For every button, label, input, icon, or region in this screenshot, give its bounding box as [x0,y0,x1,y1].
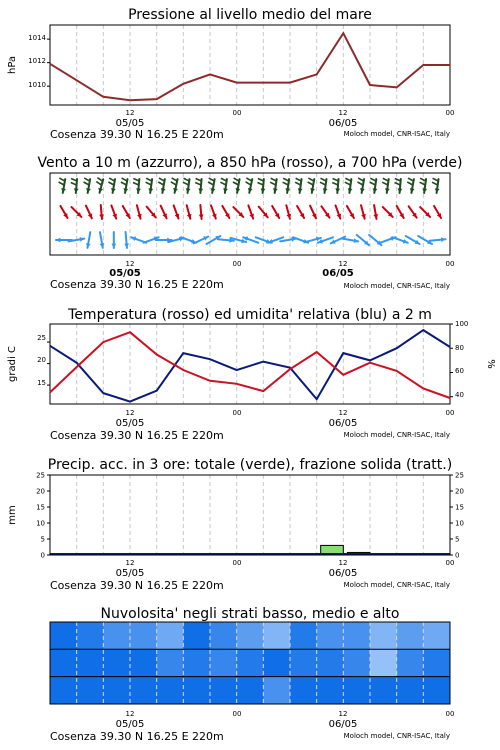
cloud-cell [130,649,157,677]
humidity-ylabel: % [485,359,496,369]
wind-700-arrow [158,178,165,193]
cloud-cell [290,677,317,705]
cloud-cell [130,677,157,705]
cloud-cell [290,649,317,677]
wind-850-arrow [297,206,304,218]
x-tick: 00 [445,559,455,567]
cloud-cell [50,677,77,705]
wind-10m-arrow [369,235,381,245]
temperature-ytick: 25 [37,334,46,342]
cloud-cell [77,622,104,650]
cloud-cell [423,649,450,677]
pressure-series [47,33,450,100]
wind-panel [37,155,462,291]
precip-ytick-right: 5 [455,535,460,544]
precip-yticks [36,472,464,560]
location-label: Cosenza 39.30 N 16.25 E 220m [50,579,224,592]
wind-700-arrow [59,178,66,193]
cloud-cell [370,622,397,650]
wind-850-arrow [361,205,366,219]
cloud-cell [263,649,290,677]
wind-700-arrow [220,178,228,193]
precip-ylabel: mm [7,505,18,525]
precip-ytick-right: 25 [455,471,464,480]
wind-700-arrow [246,178,253,193]
model-label: Moloch model, CNR-ISAC, Italy [343,282,450,290]
location-label: Cosenza 39.30 N 16.25 E 220m [50,730,224,743]
cloud-cell [237,649,264,677]
humidity-ytick: 80 [455,344,464,352]
precip-ytick-right: 20 [455,487,464,496]
pressure-line [50,33,450,100]
precip-bars [50,545,450,555]
wind-arrows [56,178,446,248]
x-date: 05/05 [115,568,145,579]
wind-700-arrow [295,178,303,193]
cloud-cell [157,649,184,677]
temperature-ylabel: gradi C [7,346,18,382]
wind-700-arrow [420,178,428,193]
precip-ytick: 5 [40,535,45,544]
x-tick: 12 [338,559,348,567]
temperature-panel [7,307,496,442]
wind-850-arrow [199,205,204,219]
precip-title: Precip. acc. in 3 ore: totale (verde), frazione solida (tratt.) [47,457,453,473]
x-tick: 00 [445,409,455,417]
wind-700-arrow [283,178,291,193]
wind-850-arrow [211,205,217,218]
x-tick: 00 [445,109,455,117]
x-tick: 12 [338,109,348,117]
wind-10m-arrow [124,232,129,248]
x-tick: 12 [125,710,135,718]
wind-700-arrow [183,178,191,193]
wind-700-arrow [146,178,154,193]
x-tick: 12 [338,260,348,268]
x-date: 05/05 [109,268,141,279]
location-label: Cosenza 39.30 N 16.25 E 220m [50,278,224,291]
location-label: Cosenza 39.30 N 16.25 E 220m [50,429,224,442]
x-tick: 00 [232,559,242,567]
temperature-series [47,324,453,402]
x-date: 06/05 [328,418,358,429]
wind-10m-arrow [111,232,116,248]
wind-700-arrow [233,178,240,193]
temperature-frame [50,324,450,404]
wind-700-arrow [71,179,79,193]
precip-frame [50,475,450,555]
precip-panel [7,457,464,592]
cloud-cell [343,677,370,705]
wind-850-arrow [147,207,156,218]
cloud-cell [103,622,130,650]
wind-850-arrow [187,205,192,219]
temperature-ytick: 15 [37,379,46,387]
wind-850-arrow [137,205,142,219]
x-tick: 00 [232,260,242,268]
wind-850-arrow [248,205,254,218]
cloud-cell [237,622,264,650]
pressure-frame [50,25,450,105]
cloud-cell [423,677,450,705]
model-label: Moloch model, CNR-ISAC, Italy [343,581,450,589]
cloud-cells [50,622,450,704]
precip-ytick-right: 0 [455,551,460,560]
wind-850-arrow [86,206,92,219]
wind-850-arrow [397,206,404,218]
humidity-ytick: 60 [455,367,464,375]
x-tick: 12 [125,559,135,567]
wind-10m-arrow [343,238,359,243]
cloud-cell [397,649,424,677]
x-date: 05/05 [115,719,145,730]
cloud-cell [130,622,157,650]
cloud-cell [103,649,130,677]
wind-850-arrow [336,205,342,218]
x-tick: 12 [125,260,135,268]
cloud-cell [397,677,424,705]
cloud-cell [423,622,450,650]
wind-10m-arrow [430,237,446,242]
x-date: 06/05 [322,268,354,279]
wind-850-arrow [434,206,441,218]
wind-850-arrow [123,206,130,218]
cloud-cell [343,622,370,650]
cloud-cell [317,622,344,650]
wind-700-arrow [195,179,203,193]
pressure-ytick: 1012 [28,57,46,65]
cloud-cell [370,649,397,677]
wind-700-arrow [394,179,402,193]
wind-700-arrow [96,178,103,193]
cloud-cell [210,622,237,650]
wind-700-arrow [133,179,141,193]
cloud-cell [183,649,210,677]
wind-850-arrow [233,207,243,217]
precip-ytick-right: 15 [455,503,464,512]
wind-850-arrow [409,206,417,217]
temperature-title: Temperatura (rosso) ed umidita' relativa (blu) a 2 m [68,307,432,323]
model-label: Moloch model, CNR-ISAC, Italy [343,732,450,740]
cloud-cell [157,622,184,650]
wind-10m-arrow [194,236,209,243]
wind-850-arrow [161,206,167,219]
humidity-ytick: 100 [455,320,469,328]
cloud-cell [317,677,344,705]
cloud-cell [183,622,210,650]
wind-10m-arrow [357,235,369,245]
wind-10m-arrow [393,237,408,243]
wind-10m-arrow [305,237,320,242]
wind-700-arrow [171,178,178,193]
wind-700-arrow [332,179,340,193]
wind-850-arrow [61,206,68,218]
cloud-panel [50,606,454,743]
cloud-cell [103,677,130,705]
cloud-cell [317,649,344,677]
x-tick: 00 [445,710,455,718]
wind-700-arrow [370,178,378,193]
wind-700-arrow [345,178,353,193]
x-date: 06/05 [328,719,358,730]
pressure-ytick: 1010 [28,81,46,89]
pressure-panel [7,7,454,141]
x-tick: 00 [232,109,242,117]
cloud-cell [237,677,264,705]
wind-850-arrow [347,206,354,218]
cloud-title: Nuvolosita' negli strati basso, medio e alto [100,606,400,622]
x-tick: 00 [232,409,242,417]
x-date: 06/05 [328,118,358,129]
pressure-ylabel: hPa [7,55,18,75]
model-label: Moloch model, CNR-ISAC, Italy [343,130,450,138]
location-label: Cosenza 39.30 N 16.25 E 220m [50,128,224,141]
wind-10m-arrow [86,232,91,248]
precip-ytick: 10 [36,519,45,528]
temperature-ytick: 20 [37,356,46,364]
cloud-cell [50,649,77,677]
wind-title: Vento a 10 m (azzurro), a 850 hPa (rosso), a 700 hPa (verde) [37,155,463,171]
cloud-cell [397,622,424,650]
wind-700-arrow [357,178,364,193]
cloud-cell [263,622,290,650]
precip-ytick-right: 10 [455,519,464,528]
pressure-grid [77,25,424,105]
cloud-cell [77,677,104,705]
wind-850-arrow [272,206,279,218]
wind-850-arrow [321,206,329,217]
precip-ytick: 25 [36,471,45,480]
cloud-cell [183,677,210,705]
wind-700-arrow [258,179,266,193]
model-label: Moloch model, CNR-ISAC, Italy [343,431,450,439]
x-tick: 00 [232,710,242,718]
precip-ytick: 0 [40,551,45,560]
humidity-line [50,330,450,402]
pressure-title: Pressione al livello medio del mare [128,7,372,23]
wind-850-arrow [222,206,229,218]
wind-700-arrow [407,178,414,193]
cloud-cell [77,649,104,677]
cloud-cell [343,649,370,677]
precip-ytick: 15 [36,503,45,512]
wind-700-arrow [121,178,128,193]
x-date: 06/05 [328,568,358,579]
wind-700-arrow [270,178,278,193]
cloud-cell [290,622,317,650]
x-tick: 12 [338,409,348,417]
wind-700-arrow [208,178,215,193]
x-tick: 12 [125,109,135,117]
cloud-cell [157,677,184,705]
humidity-ytick: 40 [455,391,464,399]
cloud-cell [50,622,77,650]
x-date: 05/05 [115,118,145,129]
wind-700-arrow [320,178,328,193]
cloud-cell [263,677,290,705]
x-tick: 00 [445,260,455,268]
wind-850-arrow [111,205,117,218]
x-tick: 12 [125,409,135,417]
wind-850-arrow [310,206,316,219]
wind-700-arrow [308,178,315,193]
wind-700-arrow [382,178,390,193]
cloud-cell [210,677,237,705]
x-date: 05/05 [115,418,145,429]
wind-700-arrow [432,178,440,193]
wind-850-arrow [373,205,378,219]
precip-grid [77,475,424,555]
wind-850-arrow [420,207,430,217]
cloud-cell [210,649,237,677]
pressure-ytick: 1014 [28,34,46,42]
x-tick: 12 [338,710,348,718]
wind-700-arrow [84,178,91,193]
wind-850-arrow [174,205,180,218]
precip-ytick: 20 [36,487,45,496]
wind-850-arrow [383,207,393,217]
wind-700-arrow [108,178,115,193]
cloud-cell [370,677,397,705]
